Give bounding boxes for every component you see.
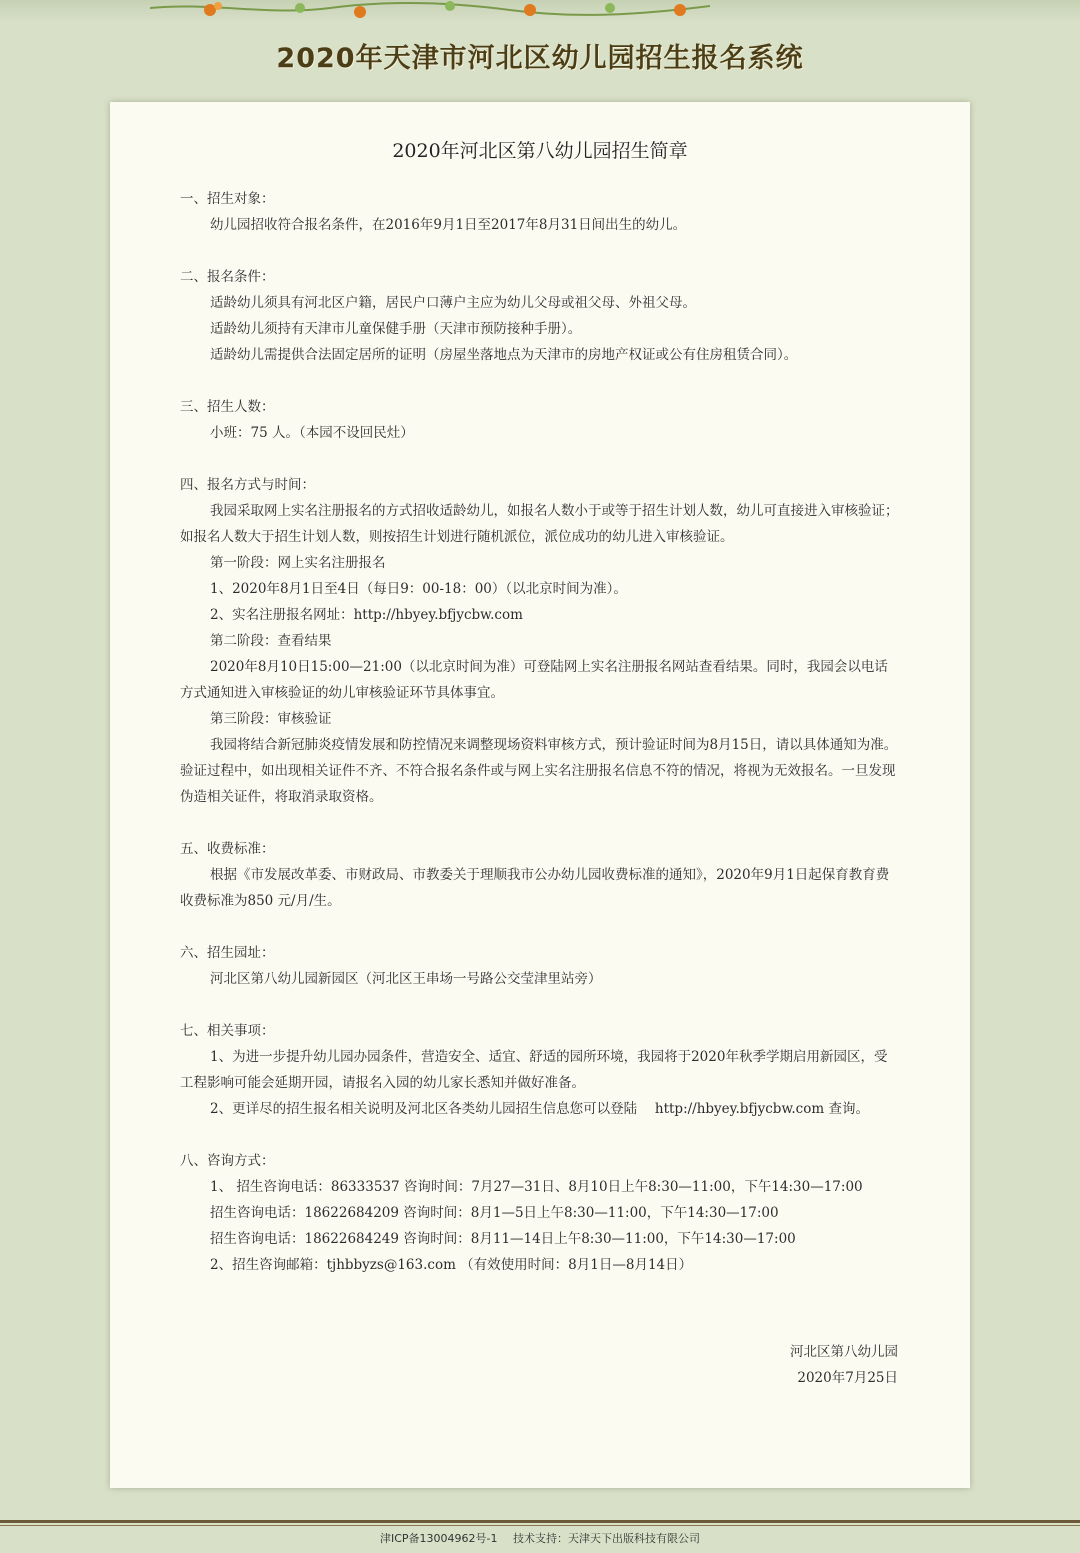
section-line: 根据《市发展改革委、市财政局、市教委关于理顺我市公办幼儿园收费标准的通知》，2020年9月1日起保育教育费收费标准为850 元/月/生。 bbox=[180, 867, 890, 909]
signature-org: 河北区第八幼儿园 bbox=[790, 1344, 898, 1360]
section-line: 幼儿园招收符合报名条件，在2016年9月1日至2017年8月31日间出生的幼儿。 bbox=[210, 217, 687, 233]
section-line: 适龄幼儿需提供合法固定居所的证明（房屋坐落地点为天津市的房地产权证或公有住房租赁合同）。 bbox=[210, 347, 798, 363]
flower-vine-icon bbox=[150, 0, 710, 22]
footer-divider-thin bbox=[0, 1525, 1080, 1526]
stage-heading: 第一阶段：网上实名注册报名 bbox=[210, 555, 386, 571]
section-heading: 三、招生人数： bbox=[180, 399, 275, 415]
stage-heading: 第三阶段：审核验证 bbox=[210, 711, 332, 727]
footer-divider bbox=[0, 1520, 1080, 1523]
signature-block bbox=[790, 1339, 898, 1391]
signature-date: 2020年7月25日 bbox=[797, 1370, 898, 1386]
section-heading: 八、咨询方式： bbox=[180, 1153, 275, 1169]
section-registration bbox=[180, 472, 900, 810]
section-heading: 五、收费标准： bbox=[180, 841, 275, 857]
section-requirements bbox=[180, 264, 900, 368]
section-line: 适龄幼儿须持有天津市儿童保健手册（天津市预防接种手册）。 bbox=[210, 321, 582, 337]
section-contact bbox=[180, 1148, 900, 1278]
registration-url[interactable]: 2、实名注册报名网址：http://hbyey.bfjycbw.com bbox=[210, 607, 523, 623]
contact-email: 2、招生咨询邮箱：tjhbbyzs@163.com （有效使用时间：8月1日—8月14日） bbox=[210, 1257, 693, 1273]
section-line: 适龄幼儿须具有河北区户籍，居民户口薄户主应为幼儿父母或祖父母、外祖父母。 bbox=[210, 295, 696, 311]
notice-title: 2020年河北区第八幼儿园招生简章 bbox=[392, 140, 688, 162]
footer-icp[interactable]: 津ICP备13004962号-1 bbox=[379, 1532, 498, 1545]
section-line: 2020年8月10日15:00—21:00（以北京时间为准）可登陆网上实名注册报名网站查看结果。同时，我园会以电话方式通知进入审核验证的幼儿审核验证环节具体事宜。 bbox=[180, 659, 888, 701]
notice-content bbox=[180, 186, 900, 1304]
section-line: 我园将结合新冠肺炎疫情发展和防控情况来调整现场资料审核方式，预计验证时间为8月15日，请以具体通知为准。验证过程中，如出现相关证件不齐、不符合报名条件或与网上实名注册报名信息不符的情况，将视为无效报名。一旦发现伪造相关证件，将取消录取资格。 bbox=[180, 737, 898, 805]
section-line: 2、更详尽的招生报名相关说明及河北区各类幼儿园招生信息您可以登陆 http://hbyey.bfjycbw.com 查询。 bbox=[210, 1101, 869, 1117]
section-heading: 六、招生园址： bbox=[180, 945, 275, 961]
section-related-matters bbox=[180, 1018, 900, 1122]
top-decoration bbox=[0, 0, 1080, 22]
section-line: 我园采取网上实名注册报名的方式招收适龄幼儿，如报名人数小于或等于招生计划人数，幼儿可直接进入审核验证；如报名人数大于招生计划人数，则按招生计划进行随机派位，派位成功的幼儿进入审核验证。 bbox=[180, 503, 899, 545]
section-quota bbox=[180, 394, 900, 446]
section-enrollment-target bbox=[180, 186, 900, 238]
site-title: 2020年天津市河北区幼儿园招生报名系统 bbox=[276, 43, 804, 74]
section-line: 招生咨询电话：18622684249 咨询时间：8月11—14日上午8:30—11:00，下午14:30—17:00 bbox=[210, 1231, 796, 1247]
section-heading: 一、招生对象： bbox=[180, 191, 275, 207]
section-line: 1、 招生咨询电话：86333537 咨询时间：7月27—31日、8月10日上午8:30—11:00，下午14:30—17:00 bbox=[210, 1179, 863, 1195]
section-line: 1、2020年8月1日至4日（每日9：00-18：00）（以北京时间为准）。 bbox=[210, 581, 627, 597]
footer-support: 技术支持：天津天下出版科技有限公司 bbox=[513, 1532, 700, 1545]
section-heading: 七、相关事项： bbox=[180, 1023, 275, 1039]
stage-heading: 第二阶段：查看结果 bbox=[210, 633, 332, 649]
section-heading: 四、报名方式与时间： bbox=[180, 477, 315, 493]
notice-paper bbox=[110, 102, 970, 1488]
section-heading: 二、报名条件： bbox=[180, 269, 275, 285]
section-line: 小班：75 人。（本园不设回民灶） bbox=[210, 425, 414, 441]
section-line: 河北区第八幼儿园新园区（河北区王串场一号路公交莹津里站旁） bbox=[210, 971, 602, 987]
section-address bbox=[180, 940, 900, 992]
section-fees bbox=[180, 836, 900, 914]
footer bbox=[0, 1530, 1080, 1546]
section-line: 1、为进一步提升幼儿园办园条件，营造安全、适宜、舒适的园所环境，我园将于2020年秋季学期启用新园区，受工程影响可能会延期开园，请报名入园的幼儿家长悉知并做好准备。 bbox=[180, 1049, 888, 1091]
section-line: 招生咨询电话：18622684209 咨询时间：8月1—5日上午8:30—11:00，下午14:30—17:00 bbox=[210, 1205, 779, 1221]
